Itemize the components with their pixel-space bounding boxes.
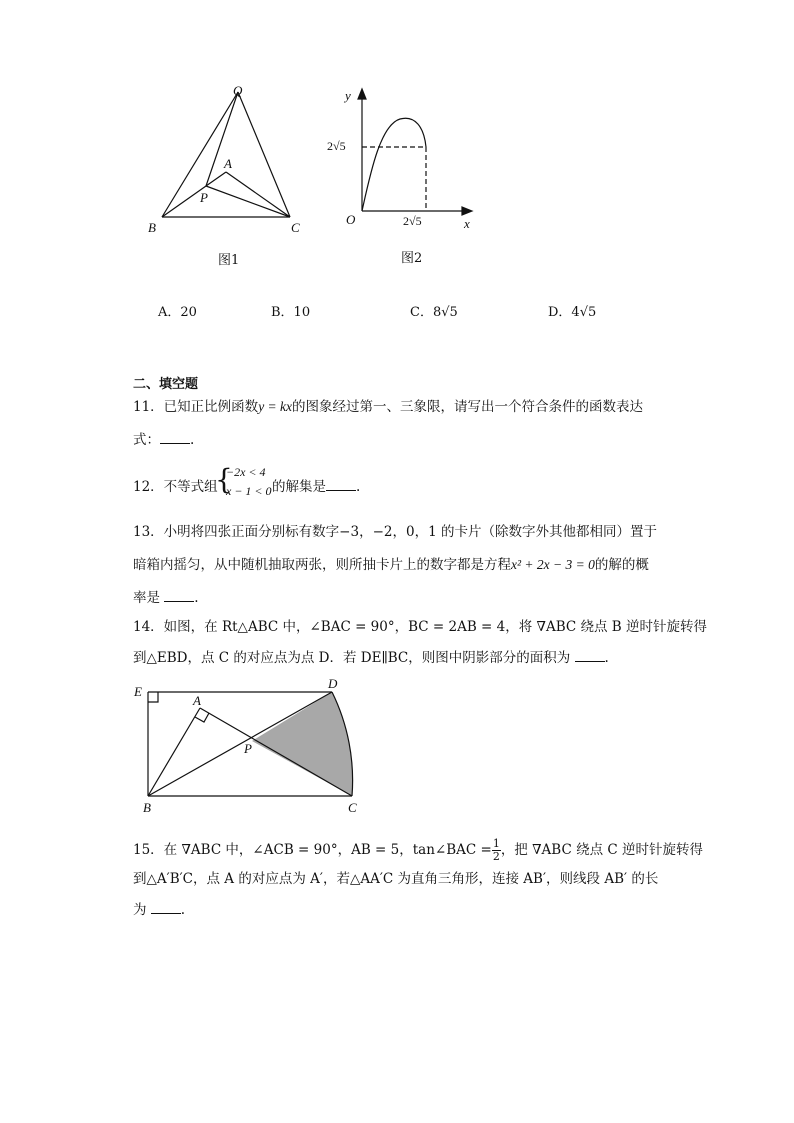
q12-ineq1: −2x < 4 xyxy=(226,465,266,479)
option-c[interactable]: C．8√5 xyxy=(410,305,458,320)
fig1-edge-QP xyxy=(206,92,238,186)
q13-end: . xyxy=(194,590,199,606)
q14-label-A: A xyxy=(193,693,201,708)
q15-end: . xyxy=(180,902,186,918)
fig2-label-y: y xyxy=(345,88,351,103)
q15-text-b: ，把 ∇ABC 绕点 C 逆时针旋转得 xyxy=(500,842,703,858)
option-d[interactable]: D．4√5 xyxy=(548,305,597,320)
q11-text-b: 的图象经过第一、三象限，请写出一个符合条件的函数表达 xyxy=(292,399,644,415)
fig1-label-A: A xyxy=(224,156,232,171)
q15-frac-den: 2 xyxy=(492,850,500,863)
fig1-label-Q: Q xyxy=(233,83,243,98)
q11-text-a: 11．已知正比例函数 xyxy=(133,399,259,415)
q13-equation: x² + 2x − 3 = 0 xyxy=(511,557,595,572)
option-a[interactable]: A．20 xyxy=(158,305,197,320)
figure-2 xyxy=(340,85,480,225)
q13-line1: 13．小明将四张正面分别标有数字−3，−2，0，1 的卡片（除数字外其他都相同）置于 xyxy=(133,524,657,540)
fig2-label-x: x xyxy=(464,216,470,231)
q11-line1 xyxy=(133,397,643,417)
fig2-x-arrow xyxy=(462,207,472,215)
fig1-label-P: P xyxy=(200,190,208,205)
q12-ineq2: x − 1 < 0 xyxy=(226,484,272,498)
q11-answer-blank[interactable] xyxy=(160,431,190,444)
q13-line2 xyxy=(133,555,649,575)
q11-line2 xyxy=(133,430,194,450)
q13-line3 xyxy=(133,588,199,608)
q11-text-c: 式： xyxy=(133,432,160,448)
fig1-label-C: C xyxy=(291,220,300,235)
q15-text-a: 15．在 ∇ABC 中，∠ACB = 90°，AB = 5，tan∠BAC = xyxy=(133,842,492,858)
fig1-label-B: B xyxy=(148,220,156,235)
q13-answer-blank[interactable] xyxy=(164,589,194,602)
q15-fraction xyxy=(492,838,501,863)
q14-label-C: C xyxy=(348,800,357,815)
q14-right-angle-E xyxy=(148,692,158,702)
q14-right-angle-A xyxy=(195,713,209,722)
q14-text: 到△EBD，点 C 的对应点为点 D．若 DE∥BC，则图中阴影部分的面积为 xyxy=(133,650,571,666)
q12-brace: { xyxy=(215,463,233,496)
q15-line1 xyxy=(133,832,703,868)
fig2-label-xvalue: 2√5 xyxy=(403,214,422,228)
q12-answer-blank[interactable] xyxy=(326,478,356,491)
q14-figure xyxy=(140,680,370,810)
q14-line2 xyxy=(133,648,609,668)
option-b[interactable]: B．10 xyxy=(271,305,311,320)
q15-answer-blank[interactable] xyxy=(151,901,181,914)
q12-end: . xyxy=(356,479,361,495)
fig2-label-origin: O xyxy=(346,212,356,227)
q14-label-B: B xyxy=(143,800,151,815)
q14-answer-blank[interactable] xyxy=(575,649,605,662)
fig2-label-yvalue: 2√5 xyxy=(327,139,346,153)
q12-text-post: 的解集是 xyxy=(272,479,326,495)
q12-text-pre: 12．不等式组 xyxy=(133,479,218,495)
q14-line1: 14．如图，在 Rt△ABC 中，∠BAC = 90°，BC = 2AB = 4，将 ∇ABC 绕点 B 逆时针旋转得 xyxy=(133,619,708,635)
q14-label-D: D xyxy=(328,676,338,691)
q13-text-a: 暗箱内摇匀，从中随机抽取两张，则所抽卡片上的数字都是方程 xyxy=(133,557,511,573)
q14-label-E: E xyxy=(134,684,142,699)
q11-expression: y = kx xyxy=(258,399,293,414)
q15-line2: 到△A′B′C，点 A 的对应点为 A′，若△AA′C 为直角三角形，连接 AB′，则线段 AB′ 的长 xyxy=(133,871,659,887)
fig1-caption: 图1 xyxy=(218,253,240,268)
fig1-edge-PC xyxy=(206,186,290,217)
q12-suffix xyxy=(272,477,360,497)
fig2-curve xyxy=(362,118,426,211)
q14-label-P: P xyxy=(244,741,252,756)
q14-shaded-region xyxy=(252,692,353,796)
q15-line3 xyxy=(133,900,185,920)
q14-edge-BA xyxy=(148,708,200,796)
section-title: 二、填空题 xyxy=(133,377,199,392)
q15-frac-num: 1 xyxy=(492,837,500,850)
fig2-y-arrow xyxy=(358,89,366,99)
q12-prefix xyxy=(133,477,218,497)
q14-end: . xyxy=(604,650,609,666)
q11-end: . xyxy=(190,432,195,448)
q15-text-c: 为 xyxy=(133,902,147,918)
q13-text-b: 的解的概 xyxy=(594,557,649,573)
fig2-caption: 图2 xyxy=(401,251,423,266)
q13-text-c: 率是 xyxy=(133,590,160,606)
